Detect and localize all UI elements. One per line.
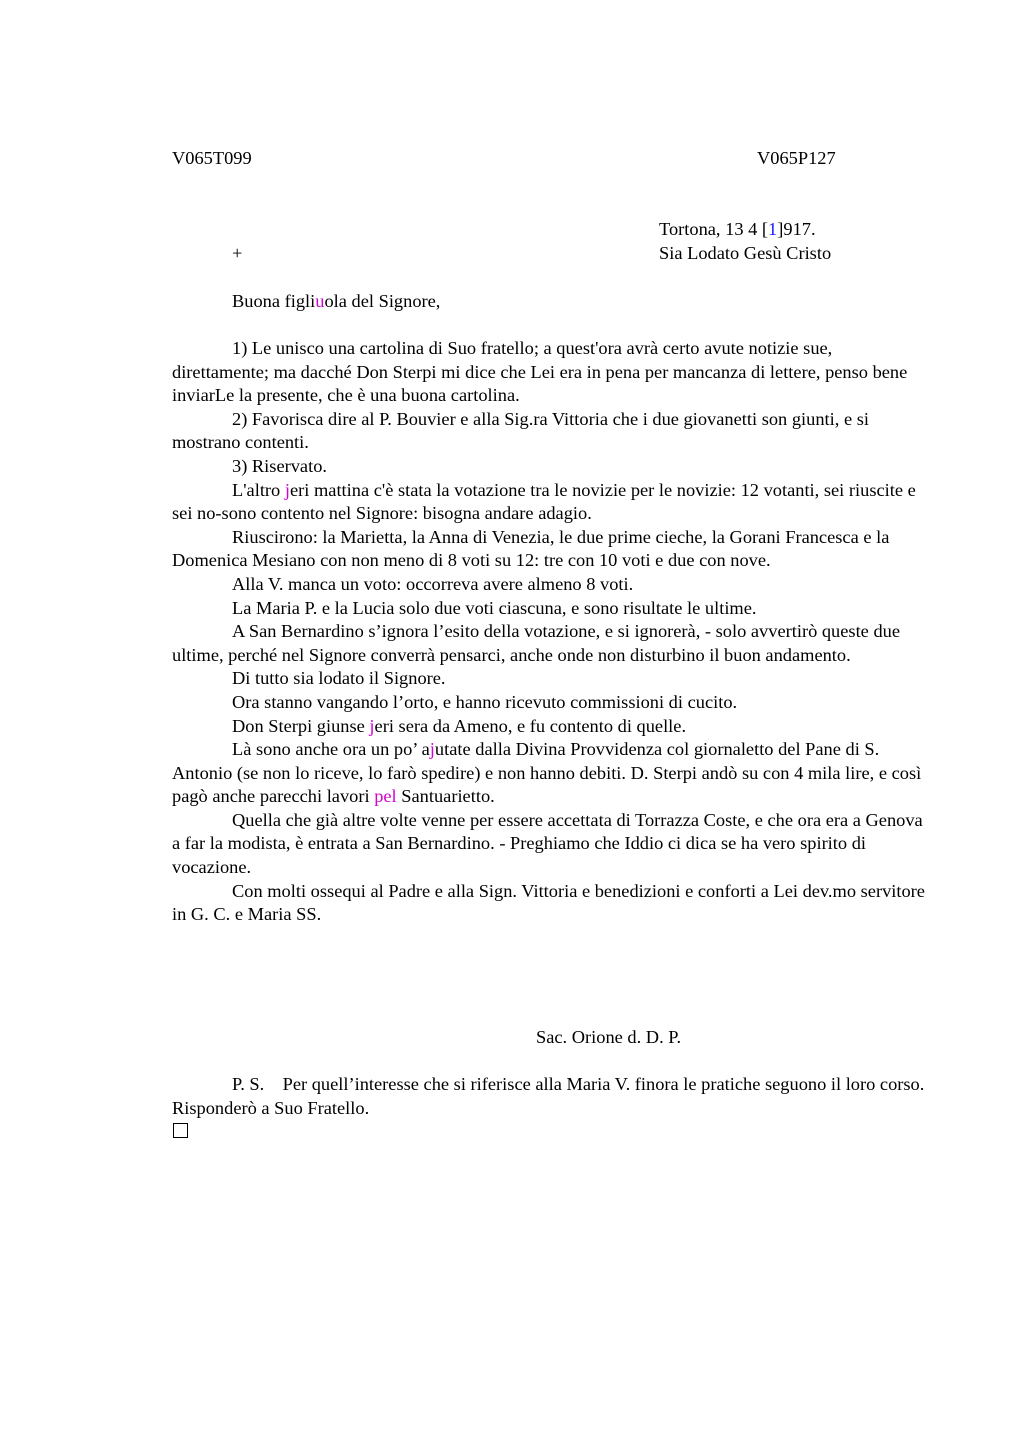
paragraph-4-post: eri mattina c'è stata la votazione tra le novizie per le novizie: 12 votanti, sei riuscite e sei no-sono contento nel Signore: bisogna andare adagio. xyxy=(172,479,916,524)
paragraph-11-correction: j xyxy=(369,715,375,736)
paragraph-11-post: eri sera da Ameno, e fu contento di quelle. xyxy=(374,715,687,736)
document-code-left: V065T099 xyxy=(172,148,252,168)
paragraph-4 xyxy=(172,479,932,526)
paragraph-2: 2) Favorisca dire al P. Bouvier e alla Sig.ra Vittoria che i due giovanetti son giunti, e si mostrano contenti. xyxy=(172,408,869,453)
paragraph-3: 3) Riservato. xyxy=(232,455,327,476)
paragraph-10: Ora stanno vangando l’orto, e hanno ricevuto commissioni di cucito. xyxy=(232,691,738,712)
paragraph-12-mid: utate dalla Divina Provvidenza col giornaletto del Pane di S. Antonio (se non lo riceve, lo farò spedire) e non hanno debiti. D. Sterpi andò su con 4 mila lire, e così pagò anche parecchi lavori xyxy=(172,739,922,807)
paragraph-12-correction-2: pel xyxy=(374,786,397,807)
paragraph-11 xyxy=(172,715,932,739)
document-code-right: V065P127 xyxy=(757,148,836,168)
paragraph-4-pre: L'altro xyxy=(232,479,285,500)
salutation-correction: u xyxy=(315,291,325,311)
date-text-post: ]917. xyxy=(777,219,816,239)
postscript-block xyxy=(172,1073,932,1120)
salutation-post: ola del Signore, xyxy=(324,291,441,311)
motto: Sia Lodato Gesù Cristo xyxy=(659,243,832,263)
dateline xyxy=(659,218,816,242)
signature: Sac. Orione d. D. P. xyxy=(536,1027,682,1047)
paragraph-12-post: Santuarietto. xyxy=(396,786,495,807)
date-text-pre: Tortona, 13 4 [ xyxy=(659,219,769,239)
paragraph-11-pre: Don Sterpi giunse xyxy=(232,715,370,736)
paragraph-6: Alla V. manca un voto: occorreva avere almeno 8 voti. xyxy=(232,573,634,594)
paragraph-5: Riuscirono: la Marietta, la Anna di Venezia, le due prime cieche, la Gorani Francesca e la Domenica Mesiano con non meno di 8 voti su 12: tre con 10 voti e due con nove. xyxy=(172,526,890,571)
paragraph-9: Di tutto sia lodato il Signore. xyxy=(232,668,446,689)
salutation-pre: Buona figli xyxy=(232,291,316,311)
salutation xyxy=(232,290,440,314)
postscript: P. S. Per quell’interesse che si riferisce alla Maria V. finora le pratiche seguono il loro corso. Risponderò a Suo Fratello. xyxy=(172,1074,929,1118)
end-square-icon xyxy=(173,1123,188,1138)
letter-body xyxy=(172,337,932,927)
paragraph-13: Quella che già altre volte venne per essere accettata di Torrazza Coste, e che ora era a Genova a far la modista, è entrata a San Bernardino. - Preghiamo che Iddio ci dica se ha vero spirito di vocazione. xyxy=(172,809,923,878)
paragraph-8: A San Bernardino s’ignora l’esito della votazione, e si ignorerà, - solo avvertirò queste due ultime, perché nel Signore converrà pensarci, anche onde non disturbino il buon andamento. xyxy=(172,621,900,665)
paragraph-7: La Maria P. e la Lucia solo due voti ciascuna, e sono risultate le ultime. xyxy=(232,597,757,618)
paragraph-1: 1) Le unisco una cartolina di Suo fratello; a quest'ora avrà certo avute notizie sue, direttamente; ma dacché Don Sterpi mi dice che Lei era in pena per mancanza di lettere, penso bene inviarLe la presente, che è una buona cartolina. xyxy=(172,338,908,406)
date-correction: 1 xyxy=(768,219,778,239)
paragraph-12 xyxy=(172,738,932,809)
paragraph-12-correction: j xyxy=(429,739,435,760)
paragraph-4-correction: j xyxy=(284,479,290,500)
paragraph-12-pre: Là sono anche ora un po’ a xyxy=(232,739,430,760)
paragraph-14: Con molti ossequi al Padre e alla Sign. Vittoria e benedizioni e conforti a Lei dev.mo servitore in G. C. e Maria SS. xyxy=(172,880,925,925)
cross-mark: + xyxy=(232,243,243,263)
